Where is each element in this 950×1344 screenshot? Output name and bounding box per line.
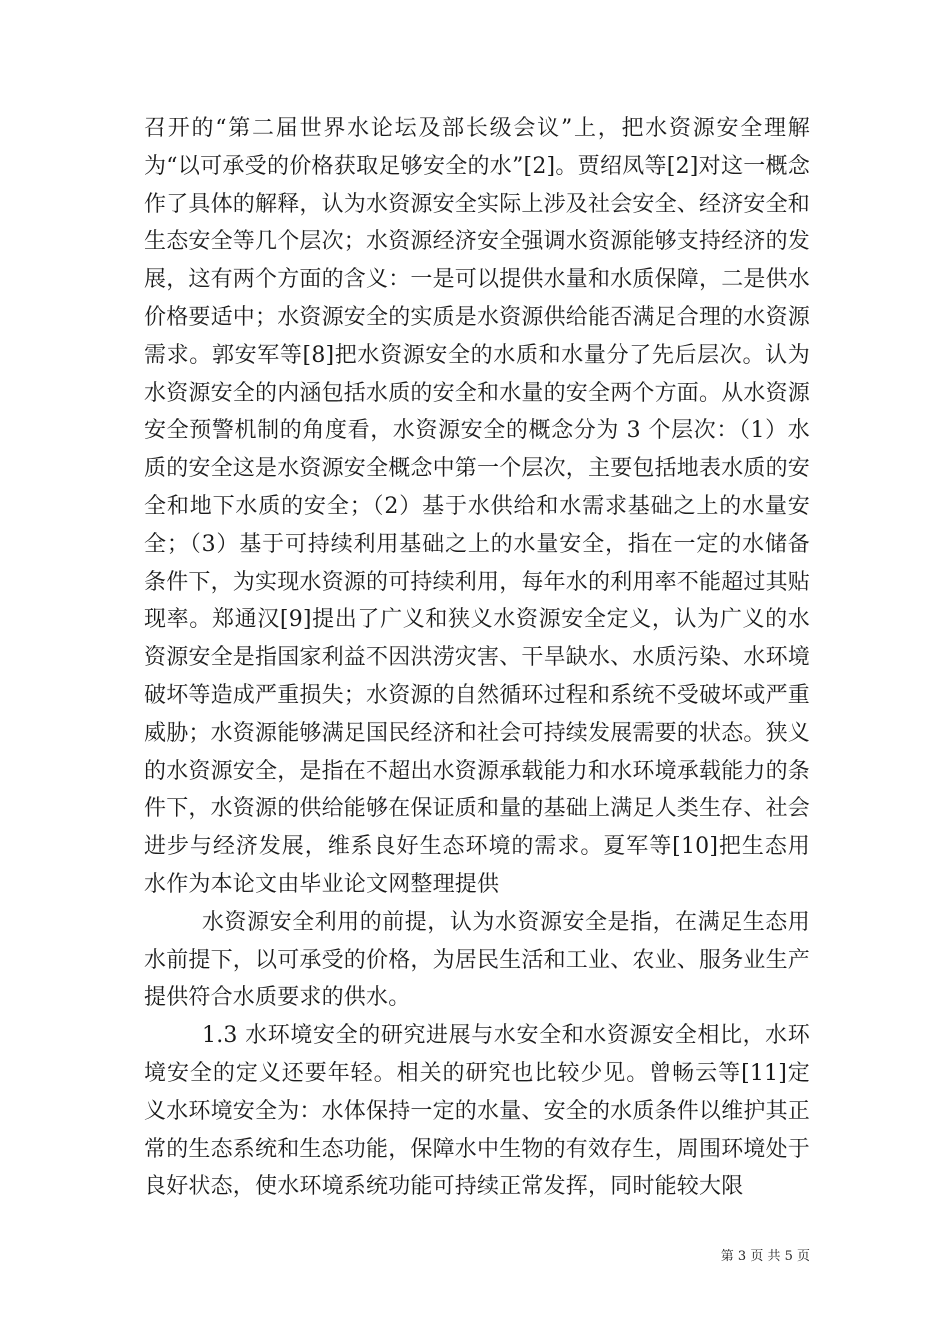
paragraph-3: 1.3 水环境安全的研究进展与水安全和水资源安全相比，水环境安全的定义还要年轻。相关的研究也比较少见。曾畅云等[11]定义水环境安全为：水体保持一定的水量、安全的水质条件以维护其正常的生态系统和生态功能，保障水中生物的有效存生，周围环境处于良好状态，使水环境系统功能可持续正常发挥，同时能较大限: [144, 1023, 811, 1200]
page-footer: [0, 1247, 950, 1271]
paragraph-1: 召开的“第二届世界水论坛及部长级会议”上，把水资源安全理解为“以可承受的价格获取足够安全的水”[2]。贾绍凤等[2]对这一概念作了具体的解释，认为水资源安全实际上涉及社会安全、经济安全和生态安全等几个层次；水资源经济安全强调水资源能够支持经济的发展，这有两个方面的含义：一是可以提供水量和水质保障，二是供水价格要适中；水资源安全的实质是水资源供给能否满足合理的水资源需求。郭安军等[8]把水资源安全的水质和水量分了先后层次。认为水资源安全的内涵包括水质的安全和水量的安全两个方面。从水资源安全预警机制的角度看，水资源安全的概念分为 3 个层次：（1）水质的安全这是水资源安全概念中第一个层次，主要包括地表水质的安全和地下水质的安全；（2）基于水供给和水需求基础之上的水量安全；（3）基于可持续利用基础之上的水量安全，指在一定的水储备条件下，为实现水资源的可持续利用，每年水的利用率不能超过其贴现率。郑通汉[9]提出了广义和狭义水资源安全定义，认为广义的水资源安全是指国家利益不因洪涝灾害、干旱缺水、水质污染、水环境破坏等造成严重损失；水资源的自然循环过程和系统不受破坏或严重威胁；水资源能够满足国民经济和社会可持续发展需要的状态。狭义的水资源安全，是指在不超出水资源承载能力和水环境承载能力的条件下，水资源的供给能够在保证质和量的基础上满足人类生存、社会进步与经济发展，维系良好生态环境的需求。夏军等[10]把生态用水作为本论文由毕业论文网整理提供: [144, 116, 811, 897]
page-number-label: 第 3 页 共 5 页: [720, 1249, 810, 1264]
paragraph-2: 水资源安全利用的前提，认为水资源安全是指，在满足生态用水前提下，以可承受的价格，为居民生活和工业、农业、服务业生产提供符合水质要求的供水。: [144, 909, 811, 1011]
document-body: [144, 110, 810, 1206]
